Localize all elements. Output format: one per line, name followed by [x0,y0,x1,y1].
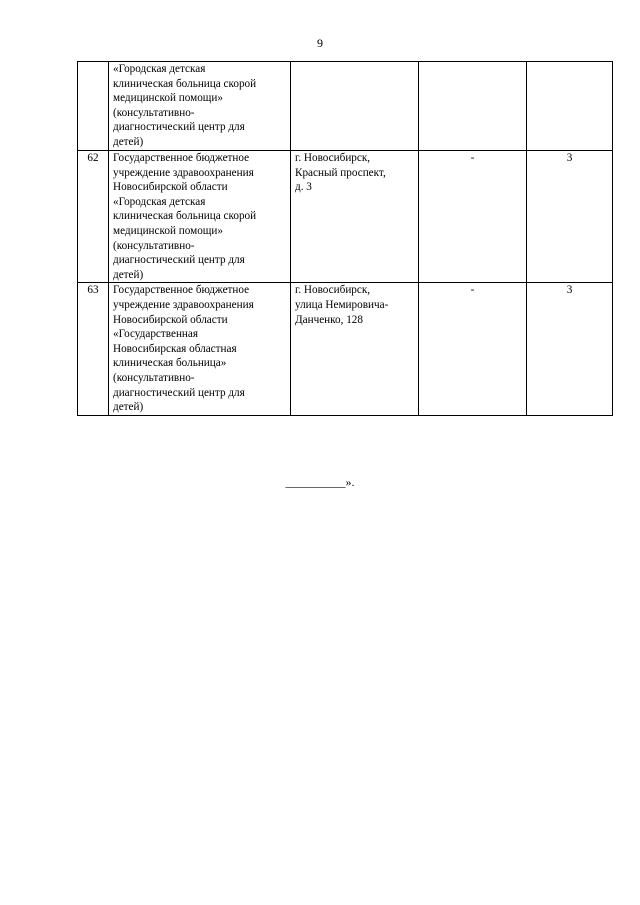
row-number-cell [78,62,109,151]
cell-text-line: Данченко, 128 [295,313,363,326]
row-number-cell: 62 [78,151,109,283]
cell-text-line: «Городская детская [113,63,206,75]
cell-text-line: медицинской помощи» [113,92,223,105]
cell-text-line: (консультативно- [113,239,195,252]
cell-text-line: диагностический центр для [113,254,245,267]
cell-text-line: клиническая больница скорой [113,77,257,90]
cell-text-line: улица Немировича- [295,298,389,311]
cell-text-line: «Государственная [113,328,199,341]
column-4-cell [419,62,527,151]
cell-text-line: д. 3 [295,181,312,194]
cell-text-line: клиническая больница скорой [113,210,257,223]
table-row [78,62,613,151]
cell-text-line: «Городская детская [113,195,206,208]
row-number-cell: 63 [78,283,109,415]
column-5-cell: 3 [527,283,613,415]
cell-text-line: Новосибирская областная [113,342,237,355]
cell-text-line: детей) [113,401,144,414]
column-5-cell [527,62,613,151]
column-4-cell: - [419,151,527,283]
table-row [78,283,613,415]
address-cell [291,151,419,283]
cell-text-line: Красный проспект, [295,166,386,179]
address-cell [291,62,419,151]
institution-name-cell [109,62,291,151]
cell-text-line: Государственное бюджетное [113,284,250,297]
cell-text-line: клиническая больница» [113,357,227,370]
cell-text-line: учреждение здравоохранения [113,166,254,179]
cell-text-line: Новосибирской области [113,181,228,194]
cell-text-line: г. Новосибирск, [295,284,371,297]
cell-text-line: учреждение здравоохранения [113,298,254,311]
cell-text-line: (консультативно- [113,106,195,119]
cell-text-line: детей) [113,135,144,148]
cell-text-line: (консультативно- [113,371,195,384]
institution-name-cell [109,151,291,283]
closing-mark: __________». [285,475,355,489]
institutions-table [77,61,613,416]
cell-text-line: Государственное бюджетное [113,152,250,164]
address-cell [291,283,419,415]
table-row [78,151,613,283]
cell-text-line: медицинской помощи» [113,224,223,237]
column-5-cell: 3 [527,151,613,283]
cell-text-line: диагностический центр для [113,121,245,134]
column-4-cell: - [419,283,527,415]
cell-text-line: г. Новосибирск, [295,152,371,164]
cell-text-line: Новосибирской области [113,313,228,326]
page-number: 9 [317,36,323,50]
cell-text-line: детей) [113,268,144,281]
institution-name-cell [109,283,291,415]
cell-text-line: диагностический центр для [113,386,245,399]
